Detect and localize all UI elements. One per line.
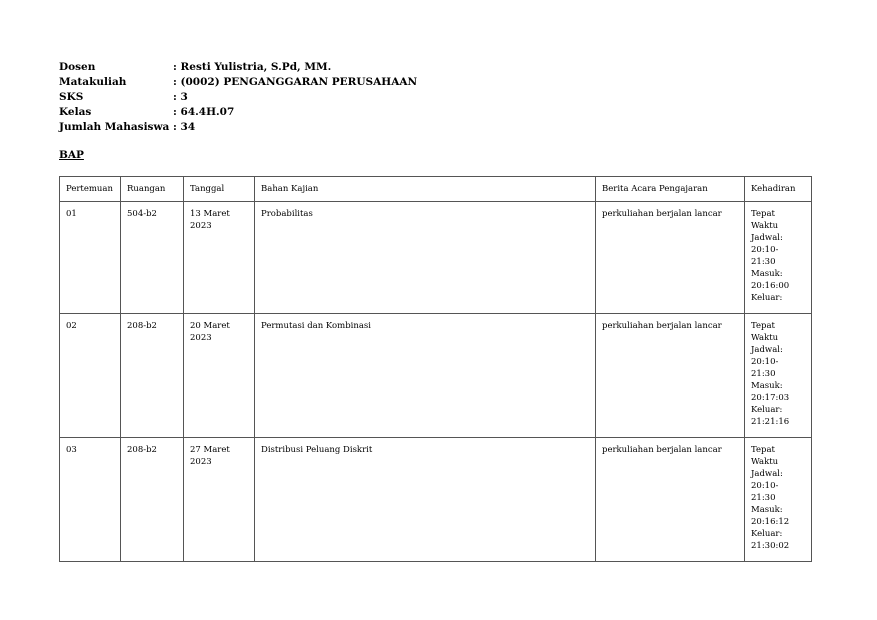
- kehadiran-line: Masuk:: [751, 269, 783, 279]
- col-kehadiran: Kehadiran: [745, 177, 812, 202]
- kehadiran-line: Keluar:: [751, 405, 783, 415]
- kelas-value: : 64.4H.07: [173, 106, 235, 118]
- table-header-row: [60, 177, 812, 202]
- kehadiran-line: 20:10-: [751, 357, 779, 367]
- kehadiran-line: 20:17:03: [751, 393, 790, 403]
- sks-label: SKS: [59, 91, 84, 103]
- cell-tanggal: 13 Maret 2023: [184, 202, 255, 314]
- cell-berita-acara: perkuliahan berjalan lancar: [596, 202, 745, 314]
- kehadiran-line: Jadwal:: [751, 469, 783, 479]
- kehadiran-line: 20:16:00: [751, 281, 790, 291]
- kehadiran-line: Jadwal:: [751, 233, 783, 243]
- cell-tanggal: 27 Maret 2023: [184, 438, 255, 562]
- jumlah-label: Jumlah Mahasiswa: [59, 121, 170, 133]
- col-bahan-kajian: Bahan Kajian: [255, 177, 596, 202]
- col-ruangan: Ruangan: [121, 177, 184, 202]
- kehadiran-line: Waktu: [751, 457, 779, 467]
- kehadiran-line: Tepat: [751, 445, 775, 455]
- kehadiran-line: 21:21:16: [751, 417, 790, 427]
- info-row-dosen: [59, 60, 417, 75]
- sks-value: : 3: [173, 91, 188, 103]
- cell-ruangan: 504-b2: [121, 202, 184, 314]
- cell-bahan-kajian: Permutasi dan Kombinasi: [255, 314, 596, 438]
- dosen-value: : Resti Yulistria, S.Pd, MM.: [173, 61, 332, 73]
- matakuliah-value: : (0002) PENGANGGARAN PERUSAHAAN: [173, 76, 418, 88]
- cell-bahan-kajian: Distribusi Peluang Diskrit: [255, 438, 596, 562]
- cell-ruangan: 208-b2: [121, 438, 184, 562]
- info-row-matakuliah: [59, 75, 417, 90]
- kehadiran-line: 20:16:12: [751, 517, 790, 527]
- kehadiran-line: Keluar:: [751, 529, 783, 539]
- kehadiran-line: 21:30: [751, 493, 776, 503]
- table-row: [60, 314, 812, 438]
- kehadiran-line: Jadwal:: [751, 345, 783, 355]
- kehadiran-line: Tepat: [751, 321, 775, 331]
- col-tanggal: Tanggal: [184, 177, 255, 202]
- course-info: [59, 60, 417, 135]
- kehadiran-line: Masuk:: [751, 381, 783, 391]
- jumlah-value: : 34: [173, 121, 196, 133]
- col-pertemuan: Pertemuan: [60, 177, 121, 202]
- kehadiran-line: 20:10-: [751, 481, 779, 491]
- kehadiran-line: Tepat: [751, 209, 775, 219]
- kelas-label: Kelas: [59, 106, 92, 118]
- kehadiran-line: 21:30: [751, 257, 776, 267]
- kehadiran-line: Waktu: [751, 333, 779, 343]
- kehadiran-line: Masuk:: [751, 505, 783, 515]
- col-berita-acara: Berita Acara Pengajaran: [596, 177, 745, 202]
- cell-kehadiran: [745, 314, 812, 438]
- kehadiran-line: Waktu: [751, 221, 779, 231]
- info-row-sks: [59, 90, 417, 105]
- kehadiran-line: 21:30: [751, 369, 776, 379]
- cell-berita-acara: perkuliahan berjalan lancar: [596, 314, 745, 438]
- table-row: [60, 202, 812, 314]
- section-title: BAP: [59, 149, 84, 161]
- cell-kehadiran: [745, 202, 812, 314]
- cell-bahan-kajian: Probabilitas: [255, 202, 596, 314]
- cell-pertemuan: 03: [60, 438, 121, 562]
- cell-berita-acara: perkuliahan berjalan lancar: [596, 438, 745, 562]
- info-row-jumlah: [59, 120, 417, 135]
- cell-pertemuan: 01: [60, 202, 121, 314]
- kehadiran-line: 20:10-: [751, 245, 779, 255]
- info-row-kelas: [59, 105, 417, 120]
- matakuliah-label: Matakuliah: [59, 76, 127, 88]
- cell-kehadiran: [745, 438, 812, 562]
- kehadiran-line: 21:30:02: [751, 541, 790, 551]
- cell-ruangan: 208-b2: [121, 314, 184, 438]
- cell-tanggal: 20 Maret 2023: [184, 314, 255, 438]
- cell-pertemuan: 02: [60, 314, 121, 438]
- dosen-label: Dosen: [59, 61, 96, 73]
- table-row: [60, 438, 812, 562]
- bap-table: [59, 176, 812, 562]
- kehadiran-line: Keluar:: [751, 293, 783, 303]
